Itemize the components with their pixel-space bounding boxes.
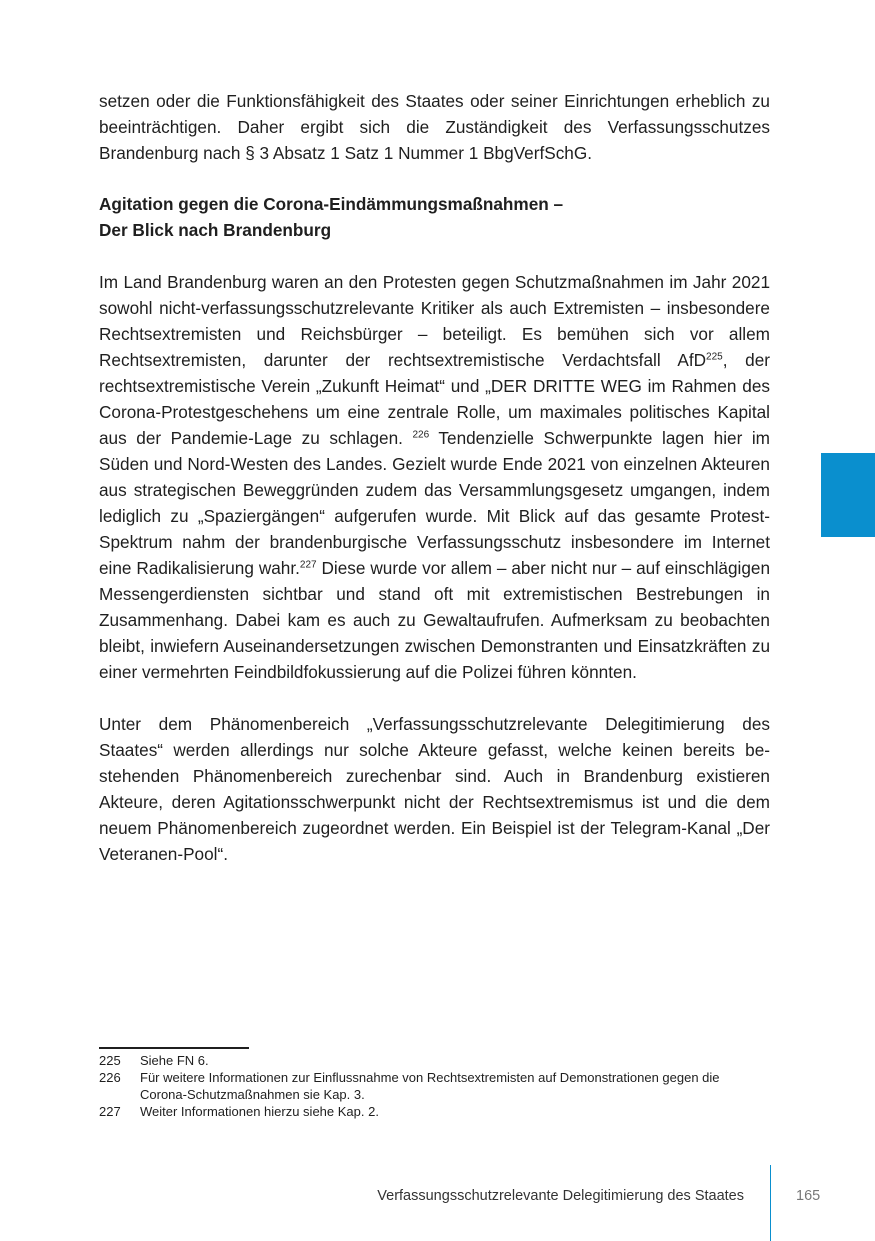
footnote-number: 226 — [99, 1070, 121, 1085]
footnote-226 — [99, 1069, 770, 1103]
footnote-divider — [99, 1047, 249, 1049]
footnote-ref-226[interactable]: 226 — [412, 429, 430, 441]
footnote-text: Für weitere Informationen zur Einflussnahme von Rechtsextremisten auf Demonstrationen gegen die Corona-Schutzmaßnahmen sie Kap. 3. — [140, 1070, 720, 1102]
body-paragraph-1: setzen oder die Funktionsfähigkeit des Staates oder seiner Einrichtungen erheblich zu beeinträchtigen. Daher ergibt sich die Zuständigkeit des Verfassungsschutzes Brandenburg nach § 3 Absatz 1 Satz 1 Nummer 1 BbgVerfSchG. — [99, 91, 770, 163]
body-paragraph-2 — [99, 269, 770, 685]
section-heading-line-1: Agitation gegen die Corona-Eindämmungsmaßnahmen – — [99, 194, 564, 214]
footer-divider — [770, 1165, 771, 1241]
paragraph-2-text-d: Diese wurde vor allem – aber nicht nur – auf einschlägigen Messengerdiensten sichtbar und stand oft mit extremistischen Bestrebungen in Zusammenhang. Dabei kam es auch zu Gewaltaufrufen. Aufmerksam zu beobachten bleibt, inwiefern Auseinandersetzungen zwischen Demonstranten und Einsatzkräften zu einer vermehrten Feindbildfokussierung auf die Polizei führen könnten. — [99, 558, 771, 682]
paragraph-2-text-c: Tendenzielle Schwerpunkte lagen hier im Süden und Nord-Westen des Landes. Gezielt wurde Ende 2021 von einzelnen Akteuren aus strategischen Beweggründen zudem das Versammlungsgesetz umgangen, indem lediglich zu „Spaziergängen“ aufgerufen wurde. Mit Blick auf das gesamte Protest-Spektrum nahm der brandenburgische Verfassungsschutz insbesondere im Internet eine Radikalisierung wahr. — [99, 428, 770, 578]
body-paragraph-3: Unter dem Phänomenbereich „Verfassungsschutzrelevante Delegitimierung des Staates“ werden allerdings nur solche Akteure gefasst, welche keinen bereits bestehenden Phänomenbereich zurechenbar sind. Auch in Brandenburg existieren Akteure, deren Agitationsschwerpunkt nicht der Rechtsextremismus ist und die dem neuem Phänomenbereich zugeordnet werden. Ein Beispiel ist der Telegram-Kanal „Der Veteranen-Pool“. — [99, 714, 770, 864]
footnote-227 — [99, 1103, 770, 1120]
footnote-225 — [99, 1052, 770, 1069]
paragraph-2-text-a: Im Land Brandenburg waren an den Protesten gegen Schutzmaßnahmen im Jahr 2021 sowohl nicht-verfassungsschutzrelevante Kritiker als auch Extremisten – insbesondere Rechtsextremisten und Reichsbürger – beteiligt. Es bemühen sich vor allem Rechtsextremisten, darunter der rechtsextremistische Verdachtsfall AfD — [99, 272, 770, 370]
page-number: 165 — [796, 1188, 821, 1204]
section-heading — [99, 191, 770, 243]
footnotes — [99, 1052, 770, 1120]
footnote-ref-227[interactable]: 227 — [299, 559, 317, 571]
footnote-ref-225[interactable]: 225 — [706, 351, 723, 363]
chapter-side-tab — [821, 453, 875, 537]
section-heading-line-2: Der Blick nach Brandenburg — [99, 220, 332, 240]
footnote-text: Siehe FN 6. — [140, 1053, 209, 1068]
footnote-number: 225 — [99, 1053, 121, 1068]
footnote-number: 227 — [99, 1104, 121, 1119]
footnote-text: Weiter Informationen hierzu siehe Kap. 2. — [140, 1104, 379, 1119]
paragraph-2-text-b: , der rechtsextremistische Verein „Zukunft Heimat“ und „DER DRITTE WEG im Rahmen des Corona-Protestgeschehens um eine zentrale Rolle, um maximales politisches Kapital aus der Pandemie-Lage zu schlagen. — [99, 350, 770, 448]
main-text — [99, 88, 770, 867]
running-footer-title: Verfassungsschutzrelevante Delegitimierung des Staates — [377, 1188, 744, 1204]
